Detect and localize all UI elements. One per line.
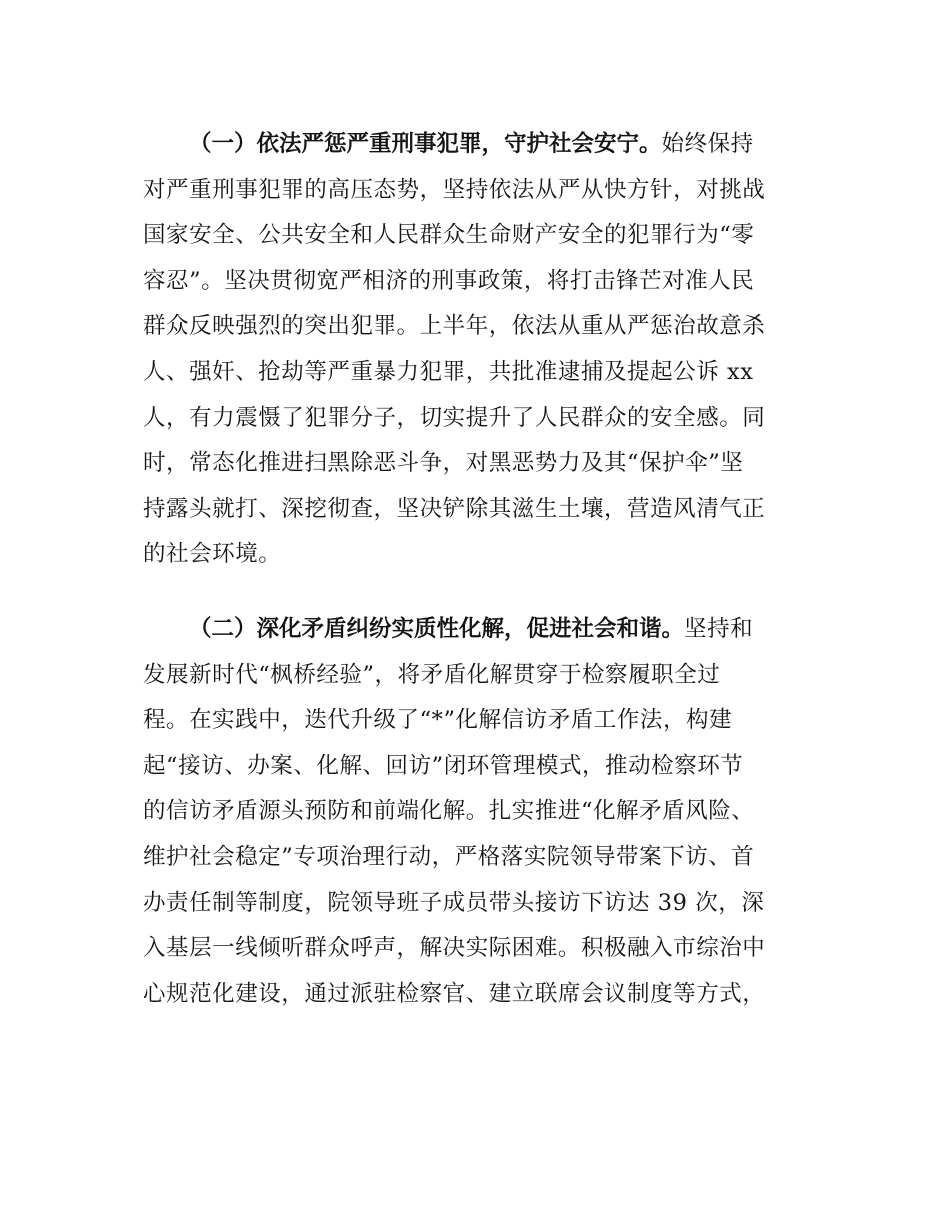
paragraph-line: 起“接访、办案、化解、回访”闭环管理模式，推动检察环节 [143, 752, 744, 779]
body-text: 始终保持 [661, 131, 754, 157]
paragraph-line: 的社会环境。 [143, 541, 282, 568]
section-heading: （二）深化矛盾纠纷实质性化解，促进社会和谐。 [189, 615, 685, 642]
paragraph-line [143, 607, 811, 653]
paragraph-line: 对严重刑事犯罪的高压态势，坚持依法从严从快方针，对挑战 [143, 176, 766, 203]
paragraph-line: 容忍”。坚决贯彻宽严相济的刑事政策，将打击锋芒对准人民 [143, 267, 755, 294]
paragraph-line: 维护社会稳定”专项治理行动，严格落实院领导带案下访、首 [143, 843, 755, 870]
section-heading: （一）依法严惩严重刑事犯罪，守护社会安宁。 [189, 131, 662, 157]
paragraph-spacer [143, 578, 811, 607]
paragraph-line: 时，常态化推进扫黑除恶斗争，对黑恶势力及其“保护伞”坚 [143, 450, 744, 477]
paragraph-line: 国家安全、公共安全和人民群众生命财产安全的犯罪行为“零 [143, 222, 755, 249]
paragraph-line: 入基层一线倾听群众呼声，解决实际困难。积极融入市综治中 [143, 935, 766, 962]
paragraph-line: 心规范化建设，通过派驻检察官、建立联席会议制度等方式， [143, 980, 766, 1007]
section-2-paragraph [143, 607, 811, 1017]
paragraph-line: 程。在实践中，迭代升级了“*”化解信访矛盾工作法，构建 [143, 707, 733, 734]
paragraph-line: 人、强奸、抢劫等严重暴力犯罪，共批准逮捕及提起公诉 xx [143, 358, 754, 385]
body-text: 坚持和 [684, 615, 754, 642]
document-page [143, 122, 811, 1017]
paragraph-line: 发展新时代“枫桥经验”，将矛盾化解贯穿于检察履职全过 [143, 661, 721, 688]
section-1-paragraph [143, 122, 811, 578]
paragraph-line [143, 122, 811, 168]
paragraph-line: 持露头就打、深挖彻查，坚决铲除其滋生土壤，营造风清气正 [143, 495, 766, 522]
paragraph-line: 群众反映强烈的突出犯罪。上半年，依法从重从严惩治故意杀 [143, 313, 766, 340]
paragraph-line: 人，有力震慑了犯罪分子，切实提升了人民群众的安全感。同 [143, 404, 766, 431]
paragraph-line: 的信访矛盾源头预防和前端化解。扎实推进“化解矛盾风险、 [143, 798, 755, 825]
paragraph-line: 办责任制等制度，院领导班子成员带头接访下访达 39 次，深 [143, 889, 765, 916]
